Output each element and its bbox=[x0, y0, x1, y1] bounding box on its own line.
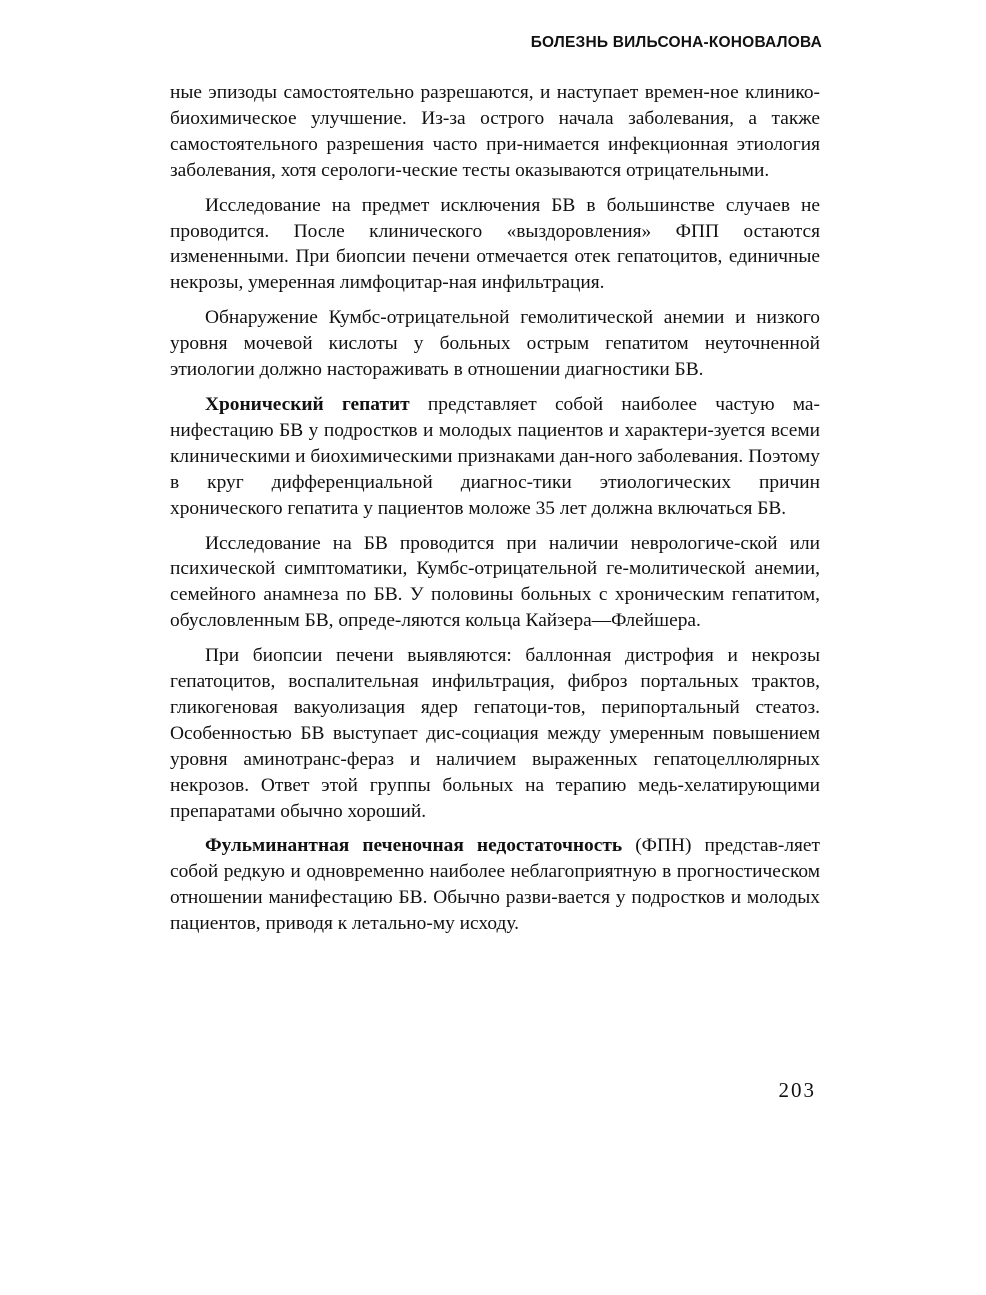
paragraph-6: При биопсии печени выявляются: баллонная дистрофия и некрозы гепатоцитов, воспалительная инфильтрация, фиброз портальных трактов, гликогеновая вакуолизация ядер гепатоци-тов, перипортальный стеатоз. Особенностью БВ выступает дис-социация между умеренным повышением уровня аминотранс-фераз и наличием выраженных гепатоцеллюлярных некрозов. Ответ этой группы больных на терапию медь-хелатирующими препаратами обычно хороший. bbox=[170, 645, 820, 822]
term-chronic-hepatitis: Хронический гепатит bbox=[205, 393, 410, 415]
paragraph-7-text: (ФПН) представ-ляет собой редкую и одновременно наиболее неблагоприятную в прогностическом отношении манифестацию БВ. Обычно разви-вается у подростков и молодых пациентов, приводя к летально-му исходу. bbox=[170, 835, 820, 935]
body-text bbox=[170, 80, 820, 946]
paragraph-1: ные эпизоды самостоятельно разрешаются, и наступает времен-ное клинико-биохимическое улучшение. Из-за острого начала заболевания, а также самостоятельного разрешения часто при-нимается инфекционная этиология заболевания, хотя серологи-ческие тесты оказываются отрицательными. bbox=[170, 82, 820, 181]
running-title: БОЛЕЗНЬ ВИЛЬСОНА-КОНОВАЛОВА bbox=[530, 34, 822, 51]
paragraph-3: Обнаружение Кумбс-отрицательной гемолитической анемии и низкого уровня мочевой кислоты у больных острым гепатитом неуточненной этиологии должно настораживать в отношении диагностики БВ. bbox=[170, 307, 820, 381]
paragraph-5: Исследование на БВ проводится при наличии неврологиче-ской или психической симптоматики, Кумбс-отрицательной ге-молитической анемии, семейного анамнеза по БВ. У половины больных с хроническим гепатитом, обусловленным БВ, опреде-ляются кольца Кайзера—Флейшера. bbox=[170, 532, 820, 632]
paragraph-4-text: представляет собой наиболее частую ма-нифестацию БВ у подростков и молодых пациентов и характери-зуется всеми клиническими и биохимическими признаками дан-ного заболевания. Поэтому в круг дифференциальной диагнос-тики этиологических причин хронического гепатита у пациентов моложе 35 лет должна включаться БВ. bbox=[170, 393, 820, 519]
paragraph-4 bbox=[170, 392, 820, 522]
paragraph-2: Исследование на предмет исключения БВ в большинстве случаев не проводится. После клинического «выздоровления» ФПП остаются измененными. При биопсии печени отмечается отек гепатоцитов, единичные некрозы, умеренная лимфоцитар-ная инфильтрация. bbox=[170, 194, 820, 294]
page-number: 203 bbox=[778, 1078, 816, 1102]
term-fulminant-liver-failure: Фульминантная печеночная недостаточность bbox=[205, 835, 623, 857]
paragraph-7 bbox=[170, 833, 820, 937]
